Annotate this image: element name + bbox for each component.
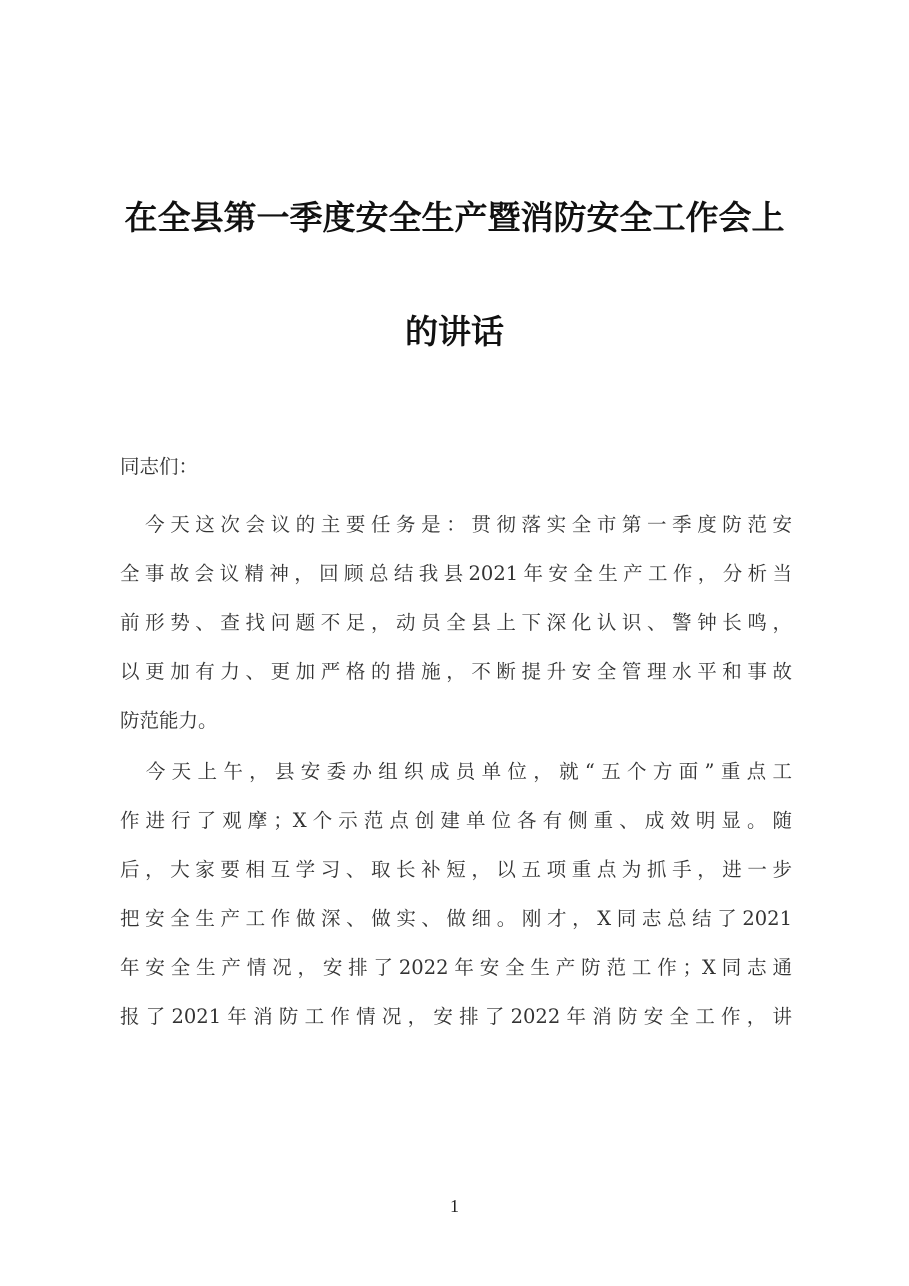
document-title-line-1: 在全县第一季度安全生产暨消防安全工作会上 [124,198,785,237]
paragraph-1-line-5: 防范能力。 [120,709,218,732]
page-number: 1 [450,1196,459,1216]
salutation-text: 同志们： [120,455,199,478]
paragraph-2-line-3: 后，大家要相互学习、取长补短，以五项重点为抓手，进一步 [120,858,792,881]
document-title-line-2: 的讲话 [405,312,504,351]
paragraph-1-line-3: 前形势、查找问题不足，动员全县上下深化认识、警钟长鸣， [120,611,792,634]
paragraph-2-line-4: 把安全生产工作做深、做实、做细。刚才，X同志总结了2021 [120,907,792,930]
paragraph-2-line-2: 作进行了观摩；X个示范点创建单位各有侧重、成效明显。随 [120,809,792,832]
paragraph-1-line-2: 全事故会议精神，回顾总结我县2021年安全生产工作，分析当 [120,562,792,585]
paragraph-2-line-5: 年安全生产情况，安排了2022年安全生产防范工作；X同志通 [120,956,792,979]
paragraph-2-line-6: 报了2021年消防工作情况，安排了2022年消防安全工作，讲 [120,1005,792,1028]
paragraph-1-line-1: 今天这次会议的主要任务是：贯彻落实全市第一季度防范安 [120,513,792,536]
paragraph-2-line-1: 今天上午，县安委办组织成员单位，就“五个方面”重点工 [120,760,792,783]
paragraph-1-line-4: 以更加有力、更加严格的措施，不断提升安全管理水平和事故 [120,660,792,683]
